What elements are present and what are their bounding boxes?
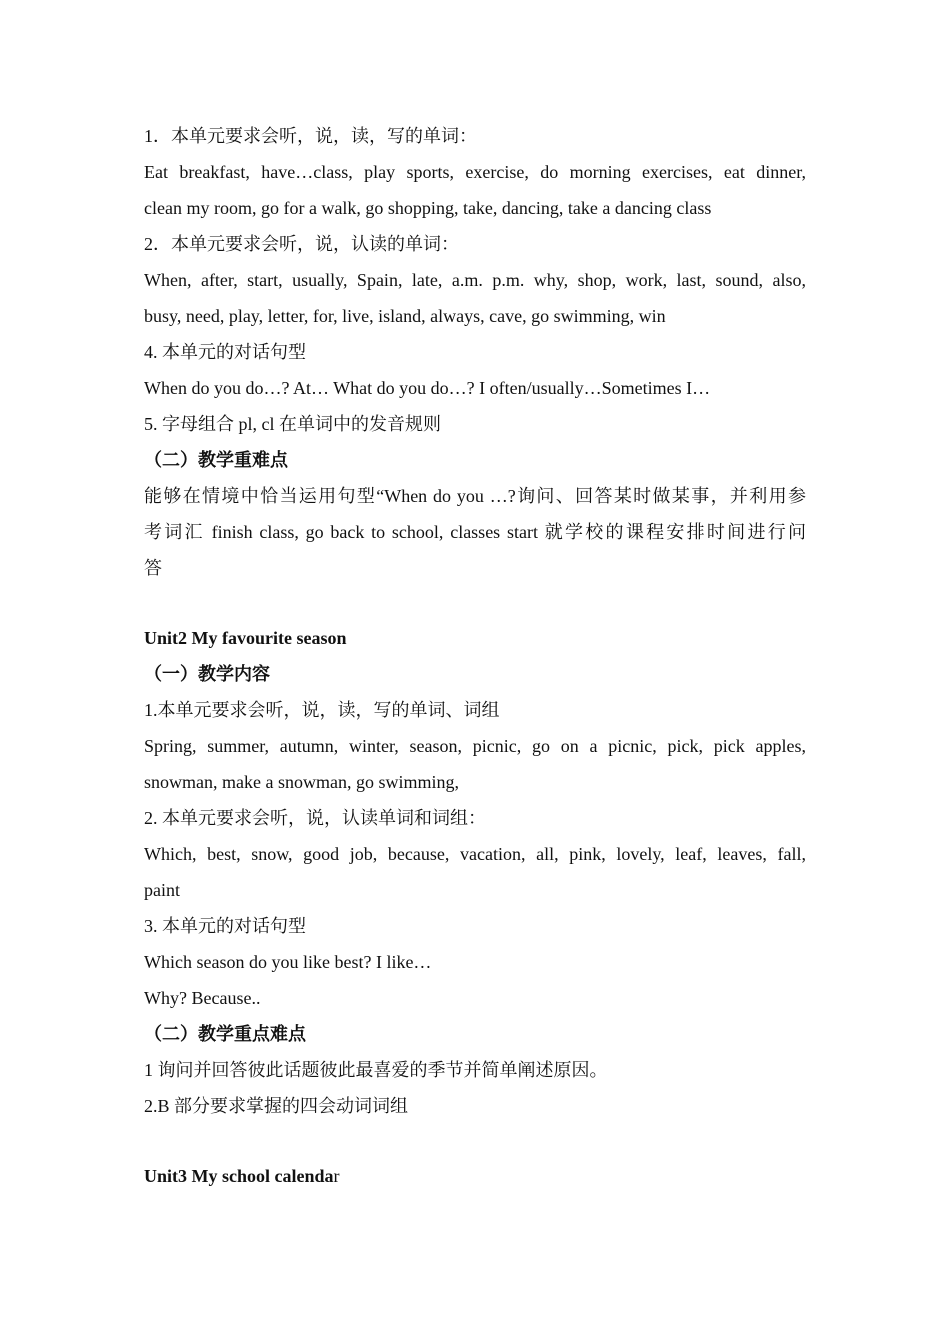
- recognize-list-line-1: When, after, start, usually, Spain, late, a.m. p.m. why, shop, work, last, sound, also,: [144, 270, 806, 290]
- unit2-vocab-heading: 1.本单元要求会听，说，读，写的单词、词组: [144, 700, 500, 720]
- unit2-vocab-line-2: snowman, make a snowman, go swimming,: [144, 772, 459, 792]
- key-points-line-3: 答: [144, 558, 162, 578]
- unit2-recognize-line-2: paint: [144, 880, 180, 900]
- paragraph-spacer: [144, 1124, 806, 1158]
- section-heading-key-points: （二）教学重难点: [144, 450, 288, 470]
- key-points-line-2: 考词汇 finish class, go back to school, classes start 就学校的课程安排时间进行问: [144, 522, 806, 542]
- recognize-list-line-2: busy, need, play, letter, for, live, island, always, cave, go swimming, win: [144, 306, 666, 326]
- unit2-key-point-2: 2.B 部分要求掌握的四会动词词组: [144, 1096, 409, 1116]
- unit3-title-bold: Unit3 My school calenda: [144, 1166, 334, 1186]
- unit3-title: [144, 1158, 806, 1194]
- document-body: [144, 118, 806, 1194]
- unit2-recognize-heading: 2. 本单元要求会听，说，认读单词和词组：: [144, 808, 486, 828]
- unit2-dialogue-heading: 3. 本单元的对话句型: [144, 916, 306, 936]
- unit2-recognize-line-1: Which, best, snow, good job, because, vacation, all, pink, lovely, leaf, leaves, fall,: [144, 844, 806, 864]
- unit2-dialogue-line-1: Which season do you like best? I like…: [144, 952, 432, 972]
- key-points-line-1: 能够在情境中恰当运用句型“When do you …?询问、回答某时做某事，并利用参: [144, 486, 806, 506]
- dialogue-patterns: When do you do…? At… What do you do…? I often/usually…Sometimes I…: [144, 378, 711, 398]
- paragraph-spacer: [144, 586, 806, 620]
- vocab-heading-four-skills: 1．本单元要求会听，说，读，写的单词：: [144, 126, 477, 146]
- vocab-list-line-1: Eat breakfast, have…class, play sports, exercise, do morning exercises, eat dinner,: [144, 162, 806, 182]
- unit3-title-tail: r: [333, 1166, 340, 1186]
- unit2-key-points-heading: （二）教学重点难点: [144, 1024, 306, 1044]
- unit2-key-point-1: 1 询问并回答彼此话题彼此最喜爱的季节并简单阐述原因。: [144, 1060, 608, 1080]
- vocab-heading-recognize: 2．本单元要求会听，说，认读的单词：: [144, 234, 459, 254]
- dialogue-heading: 4. 本单元的对话句型: [144, 342, 306, 362]
- section-heading-content: （一）教学内容: [144, 664, 270, 684]
- unit2-vocab-line-1: Spring, summer, autumn, winter, season, picnic, go on a picnic, pick, pick apples,: [144, 736, 806, 756]
- vocab-list-line-2: clean my room, go for a walk, go shopping, take, dancing, take a dancing class: [144, 198, 712, 218]
- phonics-rule: 5. 字母组合 pl, cl 在单词中的发音规则: [144, 414, 441, 434]
- unit2-dialogue-line-2: Why? Because..: [144, 988, 261, 1008]
- unit2-title: Unit2 My favourite season: [144, 628, 347, 648]
